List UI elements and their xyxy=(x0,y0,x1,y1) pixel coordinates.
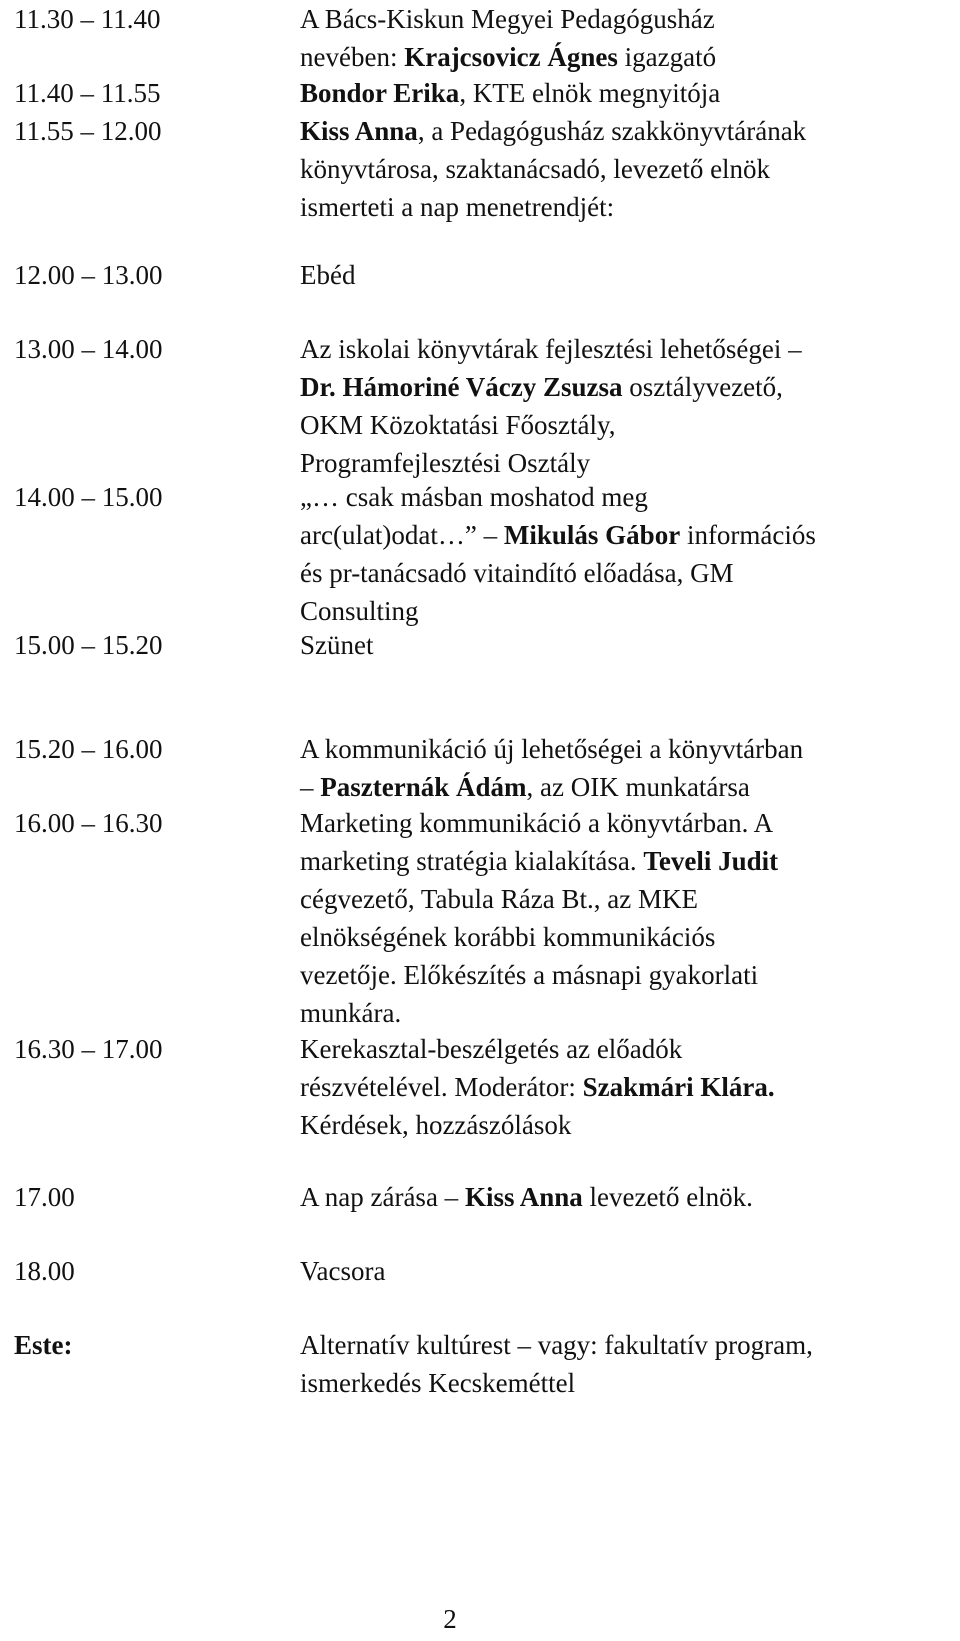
schedule-description xyxy=(300,1252,940,1290)
description-text: Kérdések, hozzászólások xyxy=(300,1110,572,1140)
description-line xyxy=(300,554,940,592)
description-line xyxy=(300,880,940,918)
schedule-description xyxy=(300,1326,940,1402)
description-line xyxy=(300,406,940,444)
description-line xyxy=(300,1106,940,1144)
schedule-time: 15.00 – 15.20 xyxy=(14,630,163,660)
description-line xyxy=(300,112,940,150)
schedule-time: 16.30 – 17.00 xyxy=(14,1034,163,1064)
schedule-description xyxy=(300,330,940,482)
schedule-description xyxy=(300,256,940,294)
description-text: Az iskolai könyvtárak fejlesztési lehetőségei – xyxy=(300,334,802,364)
description-text: ismerteti a nap menetrendjét: xyxy=(300,192,615,222)
description-line xyxy=(300,842,940,880)
description-text: , a Pedagógusház szakkönyvtárának xyxy=(417,116,807,146)
description-text: Consulting xyxy=(300,596,419,626)
description-text: Alternatív kultúrest – vagy: fakultatív program, xyxy=(300,1330,813,1360)
description-text: részvételével. Moderátor: xyxy=(300,1072,583,1102)
description-line xyxy=(300,1252,940,1290)
description-line xyxy=(300,478,940,516)
description-line xyxy=(300,592,940,630)
schedule-time: 15.20 – 16.00 xyxy=(14,734,163,764)
description-text: és pr-tanácsadó vitaindító előadása, GM xyxy=(300,558,734,588)
description-line xyxy=(300,730,940,768)
schedule-time: 12.00 – 13.00 xyxy=(14,260,163,290)
description-text: A kommunikáció új lehetőségei a könyvtárban xyxy=(300,734,804,764)
description-text: , az MKE xyxy=(593,884,698,914)
schedule-time: 16.00 – 16.30 xyxy=(14,808,163,838)
description-line xyxy=(300,188,940,226)
description-text: – xyxy=(300,772,321,802)
description-text: A Bács-Kiskun Megyei Pedagógusház xyxy=(300,4,715,34)
schedule-time: 11.55 – 12.00 xyxy=(14,116,162,146)
description-line xyxy=(300,516,940,554)
speaker-name: Kiss Anna xyxy=(300,116,418,146)
description-line xyxy=(300,1364,940,1402)
description-line xyxy=(300,626,940,664)
schedule-description xyxy=(300,478,940,630)
description-line xyxy=(300,768,940,806)
description-text: levezető elnök. xyxy=(582,1182,753,1212)
speaker-name: Krajcsovicz Ágnes xyxy=(404,42,618,72)
description-text: ismerkedés Kecskeméttel xyxy=(300,1368,576,1398)
description-text: cégvezető, Tabula Ráza Bt. xyxy=(300,884,594,914)
schedule-description xyxy=(300,804,940,1032)
description-line xyxy=(300,368,940,406)
page-number: 2 xyxy=(443,1604,457,1634)
description-text: osztályvezető, xyxy=(622,372,783,402)
description-line xyxy=(300,330,940,368)
description-text: Vacsora xyxy=(300,1256,386,1286)
schedule-time: 11.30 – 11.40 xyxy=(14,4,161,34)
description-line xyxy=(300,918,940,956)
description-line xyxy=(300,804,940,842)
speaker-name: Bondor Erika xyxy=(300,78,460,108)
schedule-time: 17.00 xyxy=(14,1182,75,1212)
description-text: munkára. xyxy=(300,998,402,1028)
schedule-time: 13.00 – 14.00 xyxy=(14,334,163,364)
speaker-name: Kiss Anna xyxy=(464,1182,583,1212)
description-line xyxy=(300,956,940,994)
description-text: , az OIK munkatársa xyxy=(526,772,750,802)
description-text: nevében: xyxy=(300,42,405,72)
speaker-name: Teveli Judit xyxy=(643,846,779,876)
description-line xyxy=(300,994,940,1032)
description-line xyxy=(300,444,940,482)
description-text: könyvtárosa, szaktanácsadó, levezető elnök xyxy=(300,154,771,184)
description-text: marketing stratégia kialakítása. xyxy=(300,846,644,876)
description-text: Szünet xyxy=(300,630,374,660)
speaker-name: Szakmári Klára. xyxy=(582,1072,775,1102)
schedule-description xyxy=(300,1178,940,1216)
description-text: Kerekasztal-beszélgetés az előadók xyxy=(300,1034,683,1064)
speaker-name: Mikulás Gábor xyxy=(503,520,681,550)
description-text: elnökségének korábbi kommunikációs xyxy=(300,922,716,952)
description-line xyxy=(300,1326,940,1364)
description-line xyxy=(300,1030,940,1068)
description-line xyxy=(300,256,940,294)
description-text: „… csak másban moshatod meg xyxy=(300,482,648,512)
description-text: Programfejlesztési Osztály xyxy=(300,448,591,478)
description-line xyxy=(300,1068,940,1106)
description-text: Marketing kommunikáció a könyvtárban. A xyxy=(300,808,774,838)
description-text: , KTE elnök megnyitója xyxy=(459,78,721,108)
speaker-name: Dr. Hámoriné Váczy Zsuzsa xyxy=(300,372,623,402)
description-text: információs xyxy=(680,520,816,550)
description-text: Ebéd xyxy=(300,260,356,290)
description-text: arc(ulat)odat…” – xyxy=(300,520,504,550)
speaker-name: Paszternák Ádám xyxy=(320,772,527,802)
description-text: vezetője. Előkészítés a másnapi gyakorlati xyxy=(300,960,759,990)
description-text: OKM Közoktatási Főosztály, xyxy=(300,410,616,440)
description-line xyxy=(300,38,940,76)
description-text: igazgató xyxy=(617,42,717,72)
schedule-description xyxy=(300,626,940,664)
schedule-description xyxy=(300,1030,940,1144)
description-text: A nap zárása – xyxy=(300,1182,465,1212)
schedule-description xyxy=(300,112,940,226)
description-line xyxy=(300,74,940,112)
description-line xyxy=(300,1178,940,1216)
schedule-time: 18.00 xyxy=(14,1256,75,1286)
schedule-time: Este: xyxy=(14,1330,73,1360)
schedule-description xyxy=(300,730,940,806)
schedule-description xyxy=(300,74,940,112)
description-line xyxy=(300,150,940,188)
schedule-description xyxy=(300,0,940,76)
schedule-time: 11.40 – 11.55 xyxy=(14,78,161,108)
schedule-time: 14.00 – 15.00 xyxy=(14,482,163,512)
description-line xyxy=(300,0,940,38)
